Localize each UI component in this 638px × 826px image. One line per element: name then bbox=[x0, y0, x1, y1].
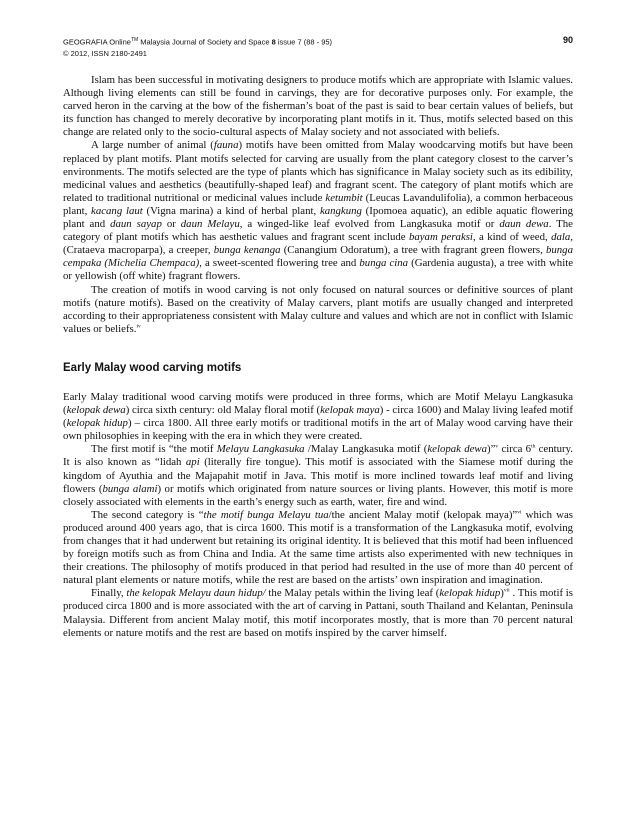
endnote-marker: iv bbox=[136, 323, 141, 330]
section-heading: Early Malay wood carving motifs bbox=[63, 361, 242, 374]
paragraph-motif-creation: The creation of motifs in wood carving is not only focused on natural sources or definitive sources of plant motifs (nature motifs). Based on the creativity of Malay carvers, plant motifs are usually changed and interpreted according to their appropriateness consistent with Malay culture and values and which are not in conflict with Islamic values or beliefs.$^{iv}$ bbox=[63, 283, 573, 335]
journal-name: GEOGRAFIA Online bbox=[63, 37, 131, 47]
running-header bbox=[63, 35, 573, 59]
paragraph-third-motif: Finally, the kelopak Melayu daun hidup/ the Malay petals within the living leaf (kelopak hidup)$^{vii}$ . This motif is produced circa 1800 and is more associated with the art of carving in Pattani, south Thailand and Kelantan, Peninsula Malaysia. Different from ancient Malay motif, this motif incorporates mostly, that is more than 70 percent natural elements or nature motifs and the rest are based on motifs inspired by the carver himself. bbox=[63, 587, 574, 639]
paragraph-first-motif: The first motif is “the motif Melayu Langkasuka /Malay Langkasuka motif (kelopak dewa)”$^v$ circa 6th century. It is also known as “lidah api (literally fire tongue). This motif is associated with the Siamese motif during the kingdom of Ayuthia and the Majapahit motif in Java. This motif is more inclined towards leaf motif and living flowers (bunga alami) or motifs which originated from nature sources or living plants. However, this motif is more closely associated with elements in the earth’s energy such as earth, water, fire and wind. bbox=[63, 443, 574, 508]
paragraph-three-forms: Early Malay traditional wood carving motifs were produced in three forms, which are Motif Melayu Langkasuka (kelopak dewa) circa sixth century: old Malay floral motif (kelopak maya) - circa 1600) and Malay living leafed motif (kelopak hidup) – circa 1800. All three early motifs or traditional motifs in the art of Malay wood carving have their own philosophies in keeping with the era in which they were created. bbox=[63, 390, 574, 443]
paragraph-islam-motifs: Islam has been successful in motivating designers to produce motifs which are appropriate with Islamic values. Although living elements can still be found in carvings, they are for decorative purposes only. For example, the carved heron in the carving at the bow of the fisherman’s boat of the past is said to bear certain values of beliefs, but its function has changed to merely decorative by incorporating plant motifs in it. Thus, motifs selected based on this change are related only to the socio-cultural aspects of Malay society and not associated with beliefs. bbox=[63, 74, 573, 139]
issue-info: issue 7 (88 - 95) bbox=[275, 37, 333, 47]
endnote-marker: v bbox=[495, 443, 499, 450]
trademark-mark: TM bbox=[130, 37, 139, 43]
article-body bbox=[63, 74, 573, 640]
journal-subtitle: Malaysia Journal of Society and Space bbox=[138, 37, 272, 47]
page-number: 90 bbox=[562, 35, 573, 45]
copyright-line: © 2012, ISSN 2180-2491 bbox=[63, 48, 147, 58]
endnote-marker: vi bbox=[517, 509, 522, 516]
journal-citation bbox=[63, 35, 573, 48]
paragraph-second-motif: The second category is “the motif bunga Melayu tua/the ancient Malay motif (kelopak maya)”$^{vi}$ which was produced around 400 years ago, that is circa 1600. This motif is a transformation of the Langkasuka motif, evolving from changes that it had underwent but retaining its original identity. It is believed that this motif had been influenced by foreign motifs such as from China and India. At the same time artists also experimented with new techniques in their creations. The philosophy of motifs produced in that period had resulted in the use of more than 40 percent of natural plant elements or nature motifs, while the rest are based on the artists’ own inspiration and imagination. bbox=[63, 508, 573, 587]
volume-number: 8 bbox=[271, 37, 276, 47]
paragraph-plant-motifs: A large number of animal (fauna) motifs have been omitted from Malay woodcarving motifs but have been replaced by plant motifs. Plant motifs selected for carving are usually from the plant category closest to the carver’s environments. The motifs selected are the type of plants which has significance in Malay society such as its edibility, medicinal values and aesthetics (beautifully-shaped leaf) and fragrant scent. The category of plant motifs which are related to traditional nutritional or medicinal values include ketumbit (Leucas Lavandulifolia), a common herbaceous plant, kacang laut (Vigna marina) a kind of herbal plant, kangkung (Ipomoea aquatic), an edible aquatic flowering plant and daun sayap or daun Melayu, a winged-like leaf evolved from Langkasuka motif or daun dewa. The category of plant motifs which has aesthetic values and fragrant scent include bayam peraksi, a kind of weed, dala, (Crataeva macroparpa), a creeper, bunga kenanga (Canangium Odoratum), a tree with fragrant green flowers, bunga cempaka (Michelia Chempaca), a sweet-scented flowering tree and bunga cina (Gardenia augusta), a tree with white or yellowish (off white) fragrant flowers. bbox=[63, 139, 574, 283]
endnote-marker: vii bbox=[503, 587, 510, 594]
